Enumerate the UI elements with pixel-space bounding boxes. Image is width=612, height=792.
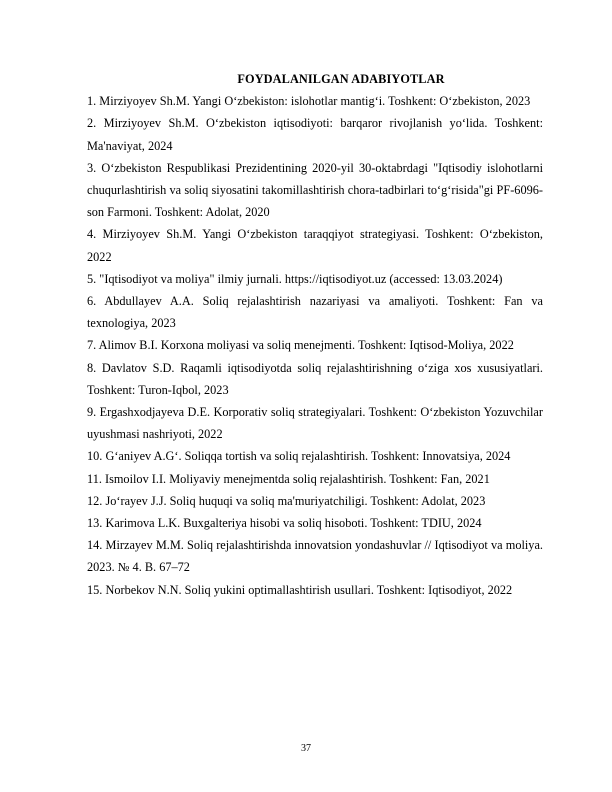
reference-item: 15. Norbekov N.N. Soliq yukini optimallashtirish usullari. Toshkent: Iqtisodiyot, 2022 — [87, 582, 513, 597]
reference-item: 8. Davlatov S.D. Raqamli iqtisodiyotda soliq rejalashtirishning o‘ziga xos xususiyatlari. Toshkent: Turon-Iqbol, 2023 — [87, 360, 543, 397]
page-number: 37 — [301, 743, 311, 754]
reference-item: 1. Mirziyoyev Sh.M. Yangi O‘zbekiston: islohotlar mantig‘i. Toshkent: O‘zbekiston, 2023 — [87, 94, 531, 109]
reference-item: 3. O‘zbekiston Respublikasi Prezidentining 2020-yil 30-oktabrdagi "Iqtisodiy islohotlarni chuqurlashtirish va soliq siyosatini takomillashtirish chora-tadbirlari to‘g‘risida"gi PF-6096-son Farmoni. Toshkent: Adolat, 2020 — [87, 160, 543, 220]
references-page — [87, 68, 543, 601]
references-heading: FOYDALANILGAN ADABIYOTLAR — [237, 72, 445, 86]
reference-item: 14. Mirzayev M.M. Soliq rejalashtirishda innovatsion yondashuvlar // Iqtisodiyot va moliya. 2023. № 4. B. 67–72 — [87, 538, 543, 575]
reference-item: 10. G‘aniyev A.G‘. Soliqqa tortish va soliq rejalashtirish. Toshkent: Innovatsiya, 2024 — [87, 449, 511, 464]
reference-item: 9. Ergashxodjayeva D.E. Korporativ soliq strategiyalari. Toshkent: O‘zbekiston Yozuvchilar uyushmasi nashriyoti, 2022 — [87, 405, 543, 442]
reference-item: 11. Ismoilov I.I. Moliyaviy menejmentda soliq rejalashtirish. Toshkent: Fan, 2021 — [87, 471, 490, 486]
references-list — [87, 90, 543, 601]
reference-item: 12. Jo‘rayev J.J. Soliq huquqi va soliq ma'muriyatchiligi. Toshkent: Adolat, 2023 — [87, 493, 486, 508]
reference-item: 13. Karimova L.K. Buxgalteriya hisobi va soliq hisoboti. Toshkent: TDIU, 2024 — [87, 516, 482, 531]
reference-item: 2. Mirziyoyev Sh.M. O‘zbekiston iqtisodiyoti: barqaror rivojlanish yo‘lida. Toshkent: Ma'naviyat, 2024 — [87, 116, 543, 153]
reference-item: 6. Abdullayev A.A. Soliq rejalashtirish nazariyasi va amaliyoti. Toshkent: Fan va texnologiya, 2023 — [87, 294, 543, 331]
reference-item: 4. Mirziyoyev Sh.M. Yangi O‘zbekiston taraqqiyot strategiyasi. Toshkent: O‘zbekiston, 2022 — [87, 227, 543, 264]
reference-item: 5. "Iqtisodiyot va moliya" ilmiy jurnali. https://iqtisodiyot.uz (accessed: 13.03.2024) — [87, 271, 503, 286]
reference-item: 7. Alimov B.I. Korxona moliyasi va soliq menejmenti. Toshkent: Iqtisod-Moliya, 2022 — [87, 338, 514, 353]
